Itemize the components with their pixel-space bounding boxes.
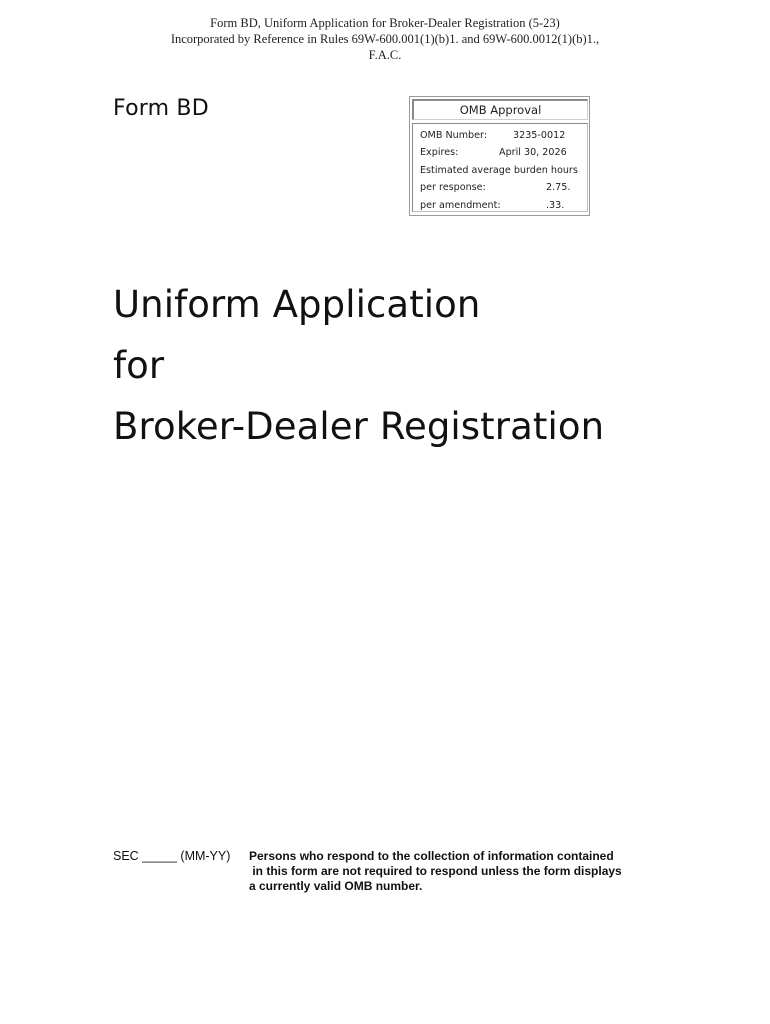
omb-approval-details bbox=[412, 123, 588, 212]
notice-line-1: Persons who respond to the collection of information contained bbox=[249, 849, 614, 863]
header-line-1: Form BD, Uniform Application for Broker-Dealer Registration (5-23) bbox=[210, 16, 560, 30]
header-line-3: F.A.C. bbox=[368, 48, 402, 62]
title-line-3: Broker-Dealer Registration bbox=[113, 405, 605, 448]
omb-response-value: 2.75. bbox=[546, 182, 571, 194]
sec-date-field: SEC _____ (MM-YY) bbox=[113, 849, 231, 863]
omb-amendment-row bbox=[420, 197, 587, 214]
document-title bbox=[113, 280, 604, 463]
title-line-1: Uniform Application bbox=[113, 283, 481, 326]
omb-number-label: OMB Number: bbox=[420, 130, 488, 141]
omb-number-value: 3235-0012 bbox=[513, 130, 566, 141]
form-label: Form BD bbox=[113, 96, 209, 121]
title-line-2: for bbox=[113, 344, 165, 387]
notice-line-2: in this form are not required to respond unless the form displays bbox=[249, 864, 622, 878]
omb-notice bbox=[249, 849, 669, 894]
omb-number-row bbox=[420, 127, 587, 144]
header-line-2: Incorporated by Reference in Rules 69W-600.001(1)(b)1. and 69W-600.0012(1)(b)1., bbox=[170, 32, 600, 46]
notice-line-3: a currently valid OMB number. bbox=[249, 879, 423, 893]
omb-burden-row bbox=[420, 162, 587, 179]
omb-expires-value: April 30, 2026 bbox=[499, 147, 567, 159]
omb-burden-label: Estimated average burden hours bbox=[420, 164, 578, 176]
omb-approval-title: OMB Approval bbox=[412, 99, 588, 120]
omb-approval-box bbox=[409, 96, 590, 216]
document-header bbox=[0, 15, 770, 63]
omb-amendment-value: .33. bbox=[546, 199, 565, 211]
omb-expires-row bbox=[420, 144, 587, 161]
omb-expires-label: Expires: bbox=[420, 147, 459, 159]
omb-amendment-label: per amendment: bbox=[420, 199, 501, 211]
omb-response-row bbox=[420, 179, 587, 196]
omb-response-label: per response: bbox=[420, 182, 486, 194]
